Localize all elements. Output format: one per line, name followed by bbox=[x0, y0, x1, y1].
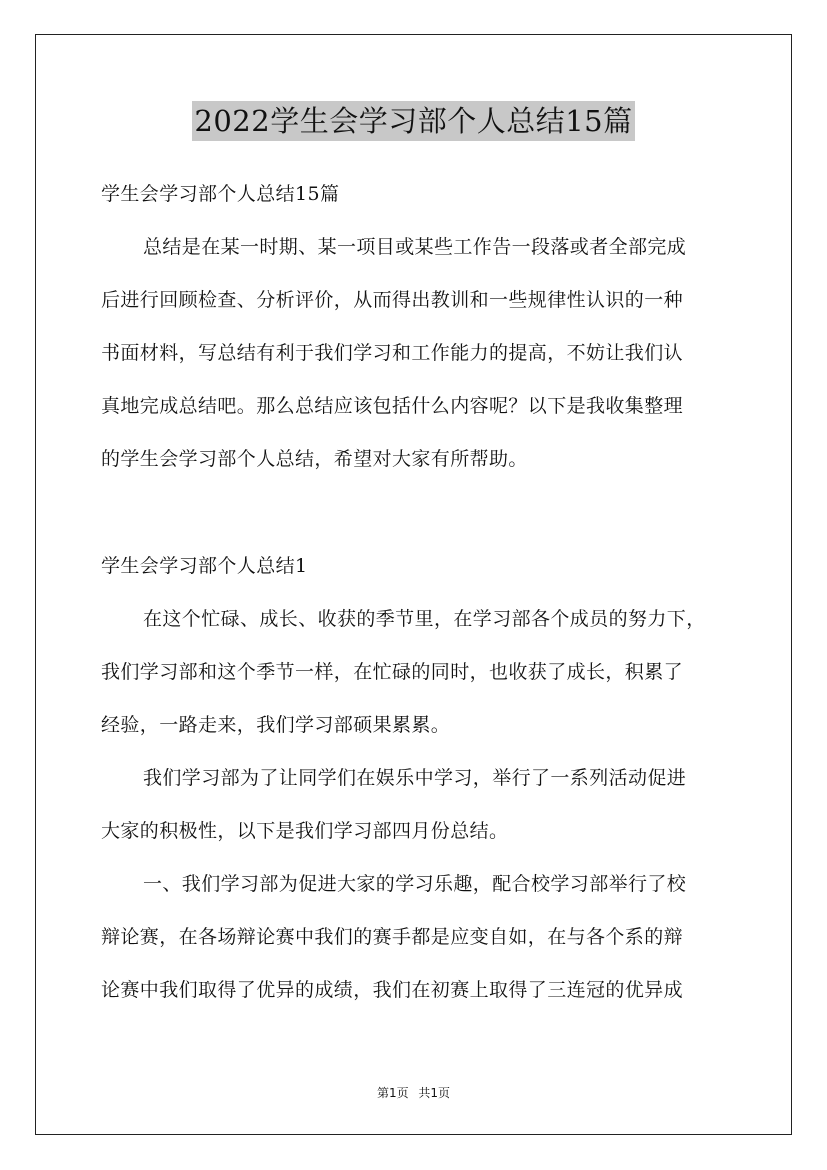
title-container bbox=[0, 101, 827, 141]
paragraph-line: 我们学习部为了让同学们在娱乐中学习，举行了一系列活动促进 bbox=[143, 767, 687, 789]
intro-line: 总结是在某一时期、某一项目或某些工作告一段落或者全部完成 bbox=[143, 236, 687, 258]
section-heading: 学生会学习部个人总结1 bbox=[101, 555, 308, 577]
page-total: 共1页 bbox=[418, 1086, 451, 1100]
document-body bbox=[101, 174, 741, 1023]
intro-line: 的学生会学习部个人总结，希望对大家有所帮助。 bbox=[101, 448, 528, 470]
page-footer bbox=[0, 1084, 827, 1101]
intro-line: 书面材料，写总结有利于我们学习和工作能力的提高，不妨让我们认 bbox=[101, 342, 684, 364]
subtitle: 学生会学习部个人总结15篇 bbox=[101, 183, 340, 205]
paragraph-line: 在这个忙碌、成长、收获的季节里，在学习部各个成员的努力下， bbox=[143, 608, 706, 630]
paragraph-line: 经验，一路走来，我们学习部硕果累累。 bbox=[101, 714, 451, 736]
paragraph-line: 我们学习部和这个季节一样，在忙碌的同时，也收获了成长，积累了 bbox=[101, 661, 684, 683]
document-title: 2022学生会学习部个人总结15篇 bbox=[192, 101, 634, 141]
paragraph-line: 论赛中我们取得了优异的成绩，我们在初赛上取得了三连冠的优异成 bbox=[101, 979, 684, 1001]
paragraph-line: 大家的积极性，以下是我们学习部四月份总结。 bbox=[101, 820, 509, 842]
page-number: 第1页 bbox=[376, 1086, 409, 1100]
intro-line: 后进行回顾检查、分析评价，从而得出教训和一些规律性认识的一种 bbox=[101, 289, 684, 311]
paragraph-line: 一、我们学习部为促进大家的学习乐趣，配合校学习部举行了校 bbox=[143, 873, 687, 895]
paragraph-line: 辩论赛，在各场辩论赛中我们的赛手都是应变自如，在与各个系的辩 bbox=[101, 926, 684, 948]
intro-line: 真地完成总结吧。那么总结应该包括什么内容呢？以下是我收集整理 bbox=[101, 395, 684, 417]
